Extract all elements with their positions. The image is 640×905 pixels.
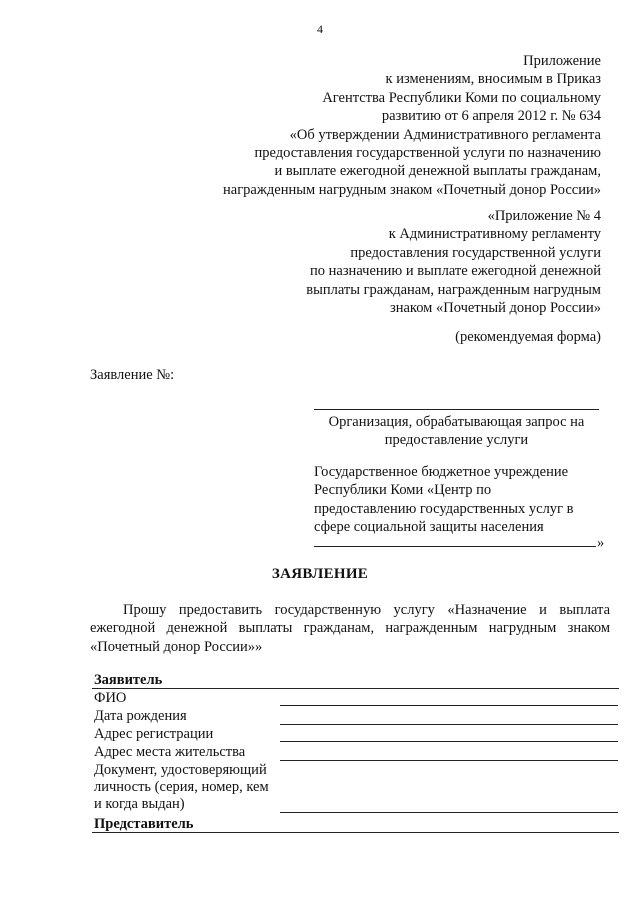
recommended-form-note: (рекомендуемая форма) [455,329,601,345]
organization-name-line: Государственное бюджетное учреждение [314,464,569,480]
birth-date-field-line[interactable] [280,724,618,725]
organization-closing-quote: » [597,535,605,551]
organization-name [314,463,604,537]
header-line: награжденным нагрудным знаком «Почетный донор России» [223,181,601,198]
applicant-heading: Заявитель [94,672,163,688]
header-line: развитию от 6 апреля 2012 г. № 634 [381,108,601,125]
identity-document-field-line[interactable] [280,812,618,813]
document-title: ЗАЯВЛЕНИЕ [271,566,369,582]
request-line: «Почетный донор России»» [90,638,263,655]
organization-name-line: предоставлению государственных услуг в [314,500,574,517]
page-number: 4 [317,22,323,36]
appendix-line: к Административному регламенту [388,226,601,243]
organization-top-rule [314,409,599,410]
header-line: «Об утверждении Административного регламента [289,126,601,143]
organization-caption [314,413,599,450]
identity-document-label: личность (серия, номер, кем [94,779,269,795]
registration-address-field-line[interactable] [280,741,618,742]
organization-name-line: сфере социальной защиты населения [314,519,544,536]
fio-field-line[interactable] [280,705,618,706]
appendix-line: по назначению и выплате ежегодной денежной [310,263,601,280]
appendix-line: знаком «Почетный донор России» [389,300,601,317]
request-paragraph [90,601,610,656]
identity-document-label: и когда выдан) [94,796,185,812]
request-line: Прошу предоставить государственную услугу «Назначение и выплата [123,602,610,618]
organization-name-rule [314,546,596,547]
header-line: к изменениям, вносимым в Приказ [385,71,601,88]
header-line: Приложение [523,53,601,69]
residence-address-label: Адрес места жительства [94,744,246,760]
header-block [181,52,601,199]
organization-caption-line: Организация, обрабатывающая запрос на [328,414,585,430]
header-line: предоставления государственной услуги по назначению [254,145,601,162]
representative-heading: Представитель [94,816,194,832]
application-number-label: Заявление №: [90,367,175,383]
appendix-line: предоставления государственной услуги [350,244,601,261]
representative-heading-rule [92,832,619,833]
fio-label: ФИО [94,690,127,706]
identity-document-label: Документ, удостоверяющий [94,762,267,778]
organization-name-line: Республики Коми «Центр по [314,482,492,499]
appendix-block [181,207,601,317]
header-line: Агентства Республики Коми по социальному [322,89,601,106]
applicant-heading-rule [92,688,619,689]
appendix-line: выплаты гражданам, награжденным нагрудным [306,281,601,298]
request-line: ежегодной денежной выплаты гражданам, награжденным нагрудным знаком [90,620,610,637]
birth-date-label: Дата рождения [94,708,187,724]
registration-address-label: Адрес регистрации [94,726,214,742]
residence-address-field-line[interactable] [280,760,618,761]
appendix-line: «Приложение № 4 [487,208,601,224]
header-line: и выплате ежегодной денежной выплаты гражданам, [274,163,601,180]
organization-caption-line: предоставление услуги [384,432,529,449]
